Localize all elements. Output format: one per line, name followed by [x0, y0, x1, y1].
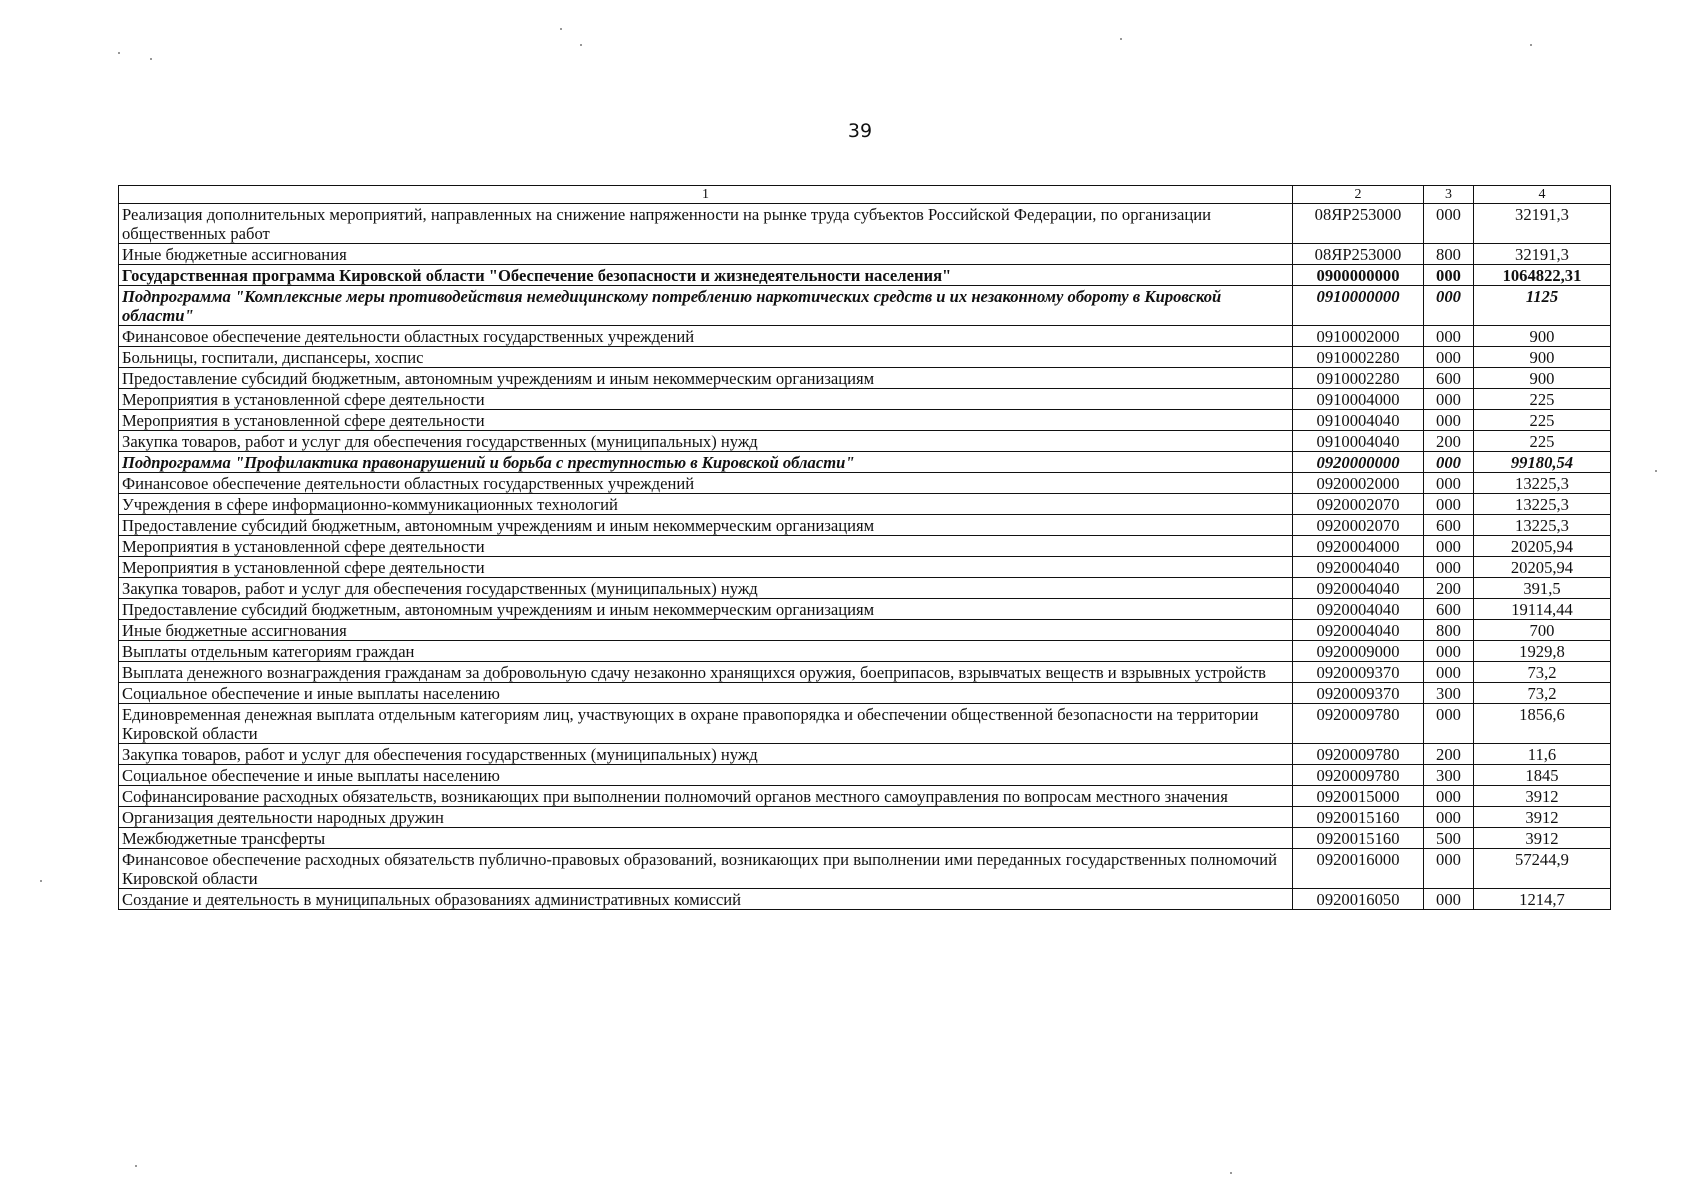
- header-row: [119, 186, 1611, 204]
- table-row: [119, 368, 1611, 389]
- table-row: [119, 204, 1611, 244]
- row-name-cell: Учреждения в сфере информационно-коммуникационных технологий: [119, 494, 1293, 515]
- row-code-cell: 0920009370: [1293, 662, 1424, 683]
- row-amount-cell: 57244,9: [1474, 849, 1611, 889]
- row-code-cell: 0920016050: [1293, 889, 1424, 910]
- row-type-cell: 500: [1424, 828, 1474, 849]
- table-row: [119, 265, 1611, 286]
- row-code-cell: 0920004040: [1293, 578, 1424, 599]
- row-amount-cell: 1125: [1474, 286, 1611, 326]
- row-name-cell: Мероприятия в установленной сфере деятельности: [119, 536, 1293, 557]
- row-type-cell: 000: [1424, 452, 1474, 473]
- table-row: [119, 557, 1611, 578]
- budget-table: [118, 185, 1611, 910]
- row-amount-cell: 19114,44: [1474, 599, 1611, 620]
- row-amount-cell: 1214,7: [1474, 889, 1611, 910]
- row-type-cell: 800: [1424, 244, 1474, 265]
- table-row: [119, 244, 1611, 265]
- row-name-cell: Государственная программа Кировской области "Обеспечение безопасности и жизнедеятельности населения": [119, 265, 1293, 286]
- table-row: [119, 286, 1611, 326]
- row-amount-cell: 225: [1474, 410, 1611, 431]
- row-name-cell: Мероприятия в установленной сфере деятельности: [119, 389, 1293, 410]
- row-type-cell: 000: [1424, 641, 1474, 662]
- row-name-cell: Иные бюджетные ассигнования: [119, 244, 1293, 265]
- row-type-cell: 000: [1424, 494, 1474, 515]
- page-number: 39: [847, 120, 873, 142]
- scan-speck: [118, 52, 120, 54]
- row-type-cell: 000: [1424, 389, 1474, 410]
- table-row: [119, 704, 1611, 744]
- table-row: [119, 578, 1611, 599]
- row-name-cell: Организация деятельности народных дружин: [119, 807, 1293, 828]
- row-code-cell: 0920004040: [1293, 620, 1424, 641]
- table-row: [119, 452, 1611, 473]
- row-amount-cell: 1064822,31: [1474, 265, 1611, 286]
- row-amount-cell: 700: [1474, 620, 1611, 641]
- row-amount-cell: 225: [1474, 389, 1611, 410]
- row-amount-cell: 1929,8: [1474, 641, 1611, 662]
- row-code-cell: 0920002070: [1293, 494, 1424, 515]
- row-type-cell: 200: [1424, 431, 1474, 452]
- row-code-cell: 0920009370: [1293, 683, 1424, 704]
- row-name-cell: Закупка товаров, работ и услуг для обеспечения государственных (муниципальных) нужд: [119, 431, 1293, 452]
- row-code-cell: 0920015160: [1293, 828, 1424, 849]
- row-amount-cell: 20205,94: [1474, 536, 1611, 557]
- table-row: [119, 786, 1611, 807]
- table-row: [119, 494, 1611, 515]
- row-name-cell: Подпрограмма "Профилактика правонарушений и борьба с преступностью в Кировской области": [119, 452, 1293, 473]
- scan-speck: [580, 44, 582, 46]
- row-code-cell: 0920009780: [1293, 744, 1424, 765]
- row-name-cell: Финансовое обеспечение расходных обязательств публично-правовых образований, возникающих при выполнении ими переданных государственных полномочий Кировской области: [119, 849, 1293, 889]
- row-code-cell: 0920009000: [1293, 641, 1424, 662]
- row-amount-cell: 900: [1474, 368, 1611, 389]
- row-type-cell: 000: [1424, 410, 1474, 431]
- row-name-cell: Выплата денежного вознаграждения гражданам за добровольную сдачу незаконно хранящихся оружия, боеприпасов, взрывчатых веществ и взрывных устройств: [119, 662, 1293, 683]
- row-type-cell: 000: [1424, 347, 1474, 368]
- row-name-cell: Иные бюджетные ассигнования: [119, 620, 1293, 641]
- row-code-cell: 0920000000: [1293, 452, 1424, 473]
- row-type-cell: 600: [1424, 515, 1474, 536]
- row-name-cell: Подпрограмма "Комплексные меры противодействия немедицинскому потреблению наркотических средств и их незаконному обороту в Кировской области": [119, 286, 1293, 326]
- row-type-cell: 000: [1424, 557, 1474, 578]
- row-type-cell: 000: [1424, 286, 1474, 326]
- header-col-1: 1: [119, 186, 1293, 204]
- row-code-cell: 0920015160: [1293, 807, 1424, 828]
- header-col-2: 2: [1293, 186, 1424, 204]
- row-amount-cell: 1845: [1474, 765, 1611, 786]
- table-row: [119, 807, 1611, 828]
- row-code-cell: 0920004000: [1293, 536, 1424, 557]
- row-amount-cell: 73,2: [1474, 662, 1611, 683]
- row-amount-cell: 391,5: [1474, 578, 1611, 599]
- row-type-cell: 800: [1424, 620, 1474, 641]
- row-type-cell: 200: [1424, 744, 1474, 765]
- row-name-cell: Социальное обеспечение и иные выплаты населению: [119, 765, 1293, 786]
- row-code-cell: 0910002000: [1293, 326, 1424, 347]
- row-amount-cell: 13225,3: [1474, 515, 1611, 536]
- row-type-cell: 000: [1424, 849, 1474, 889]
- row-name-cell: Межбюджетные трансферты: [119, 828, 1293, 849]
- row-name-cell: Создание и деятельность в муниципальных образованиях административных комиссий: [119, 889, 1293, 910]
- row-code-cell: 08ЯР253000: [1293, 204, 1424, 244]
- row-type-cell: 200: [1424, 578, 1474, 599]
- scan-speck: [560, 28, 562, 30]
- scan-speck: [1655, 470, 1657, 472]
- row-type-cell: 000: [1424, 807, 1474, 828]
- row-name-cell: Реализация дополнительных мероприятий, направленных на снижение напряженности на рынке труда субъектов Российской Федерации, по организации общественных работ: [119, 204, 1293, 244]
- row-name-cell: Закупка товаров, работ и услуг для обеспечения государственных (муниципальных) нужд: [119, 578, 1293, 599]
- row-type-cell: 600: [1424, 368, 1474, 389]
- row-code-cell: 0920009780: [1293, 765, 1424, 786]
- row-name-cell: Предоставление субсидий бюджетным, автономным учреждениям и иным некоммерческим организациям: [119, 515, 1293, 536]
- row-amount-cell: 99180,54: [1474, 452, 1611, 473]
- table-row: [119, 515, 1611, 536]
- row-amount-cell: 13225,3: [1474, 494, 1611, 515]
- table-row: [119, 326, 1611, 347]
- row-name-cell: Мероприятия в установленной сфере деятельности: [119, 410, 1293, 431]
- row-code-cell: 0910002280: [1293, 347, 1424, 368]
- row-amount-cell: 32191,3: [1474, 244, 1611, 265]
- row-code-cell: 0920009780: [1293, 704, 1424, 744]
- row-name-cell: Предоставление субсидий бюджетным, автономным учреждениям и иным некоммерческим организациям: [119, 368, 1293, 389]
- table-row: [119, 765, 1611, 786]
- row-type-cell: 600: [1424, 599, 1474, 620]
- row-name-cell: Единовременная денежная выплата отдельным категориям лиц, участвующих в охране правопорядка и обеспечении общественной безопасности на территории Кировской области: [119, 704, 1293, 744]
- row-name-cell: Мероприятия в установленной сфере деятельности: [119, 557, 1293, 578]
- row-amount-cell: 3912: [1474, 828, 1611, 849]
- table-body: [119, 204, 1611, 910]
- row-code-cell: 0920002000: [1293, 473, 1424, 494]
- row-amount-cell: 3912: [1474, 807, 1611, 828]
- scan-speck: [135, 1165, 137, 1167]
- row-type-cell: 000: [1424, 662, 1474, 683]
- table-row: [119, 410, 1611, 431]
- table-row: [119, 431, 1611, 452]
- row-name-cell: Закупка товаров, работ и услуг для обеспечения государственных (муниципальных) нужд: [119, 744, 1293, 765]
- row-type-cell: 000: [1424, 204, 1474, 244]
- table-row: [119, 744, 1611, 765]
- row-amount-cell: 20205,94: [1474, 557, 1611, 578]
- row-type-cell: 000: [1424, 265, 1474, 286]
- row-code-cell: 0920002070: [1293, 515, 1424, 536]
- row-type-cell: 000: [1424, 786, 1474, 807]
- table-row: [119, 662, 1611, 683]
- row-name-cell: Финансовое обеспечение деятельности областных государственных учреждений: [119, 473, 1293, 494]
- row-amount-cell: 32191,3: [1474, 204, 1611, 244]
- table-row: [119, 473, 1611, 494]
- table-row: [119, 620, 1611, 641]
- row-type-cell: 000: [1424, 473, 1474, 494]
- row-type-cell: 300: [1424, 683, 1474, 704]
- row-type-cell: 300: [1424, 765, 1474, 786]
- table-row: [119, 889, 1611, 910]
- table-row: [119, 683, 1611, 704]
- row-name-cell: Больницы, госпитали, диспансеры, хоспис: [119, 347, 1293, 368]
- row-name-cell: Выплаты отдельным категориям граждан: [119, 641, 1293, 662]
- table-row: [119, 849, 1611, 889]
- row-type-cell: 000: [1424, 326, 1474, 347]
- table-row: [119, 347, 1611, 368]
- row-type-cell: 000: [1424, 536, 1474, 557]
- row-code-cell: 0910004000: [1293, 389, 1424, 410]
- row-amount-cell: 11,6: [1474, 744, 1611, 765]
- table-row: [119, 389, 1611, 410]
- row-name-cell: Финансовое обеспечение деятельности областных государственных учреждений: [119, 326, 1293, 347]
- scan-speck: [1230, 1172, 1232, 1174]
- row-type-cell: 000: [1424, 704, 1474, 744]
- row-code-cell: 0920004040: [1293, 599, 1424, 620]
- table-row: [119, 641, 1611, 662]
- scan-speck: [1530, 44, 1532, 46]
- row-amount-cell: 13225,3: [1474, 473, 1611, 494]
- header-col-4: 4: [1474, 186, 1611, 204]
- row-code-cell: 0910000000: [1293, 286, 1424, 326]
- row-amount-cell: 1856,6: [1474, 704, 1611, 744]
- row-code-cell: 0920004040: [1293, 557, 1424, 578]
- row-code-cell: 08ЯР253000: [1293, 244, 1424, 265]
- table-row: [119, 828, 1611, 849]
- row-amount-cell: 900: [1474, 326, 1611, 347]
- row-code-cell: 0920015000: [1293, 786, 1424, 807]
- row-amount-cell: 225: [1474, 431, 1611, 452]
- table-row: [119, 536, 1611, 557]
- scan-speck: [40, 880, 42, 882]
- row-name-cell: Социальное обеспечение и иные выплаты населению: [119, 683, 1293, 704]
- row-name-cell: Софинансирование расходных обязательств, возникающих при выполнении полномочий органов местного самоуправления по вопросам местного значения: [119, 786, 1293, 807]
- row-amount-cell: 3912: [1474, 786, 1611, 807]
- table-row: [119, 599, 1611, 620]
- scan-speck: [150, 58, 152, 60]
- row-code-cell: 0910004040: [1293, 431, 1424, 452]
- row-code-cell: 0900000000: [1293, 265, 1424, 286]
- row-amount-cell: 73,2: [1474, 683, 1611, 704]
- row-type-cell: 000: [1424, 889, 1474, 910]
- row-code-cell: 0910002280: [1293, 368, 1424, 389]
- header-col-3: 3: [1424, 186, 1474, 204]
- row-amount-cell: 900: [1474, 347, 1611, 368]
- row-code-cell: 0920016000: [1293, 849, 1424, 889]
- row-name-cell: Предоставление субсидий бюджетным, автономным учреждениям и иным некоммерческим организациям: [119, 599, 1293, 620]
- table-header: [119, 186, 1611, 204]
- scan-speck: [1120, 38, 1122, 40]
- row-code-cell: 0910004040: [1293, 410, 1424, 431]
